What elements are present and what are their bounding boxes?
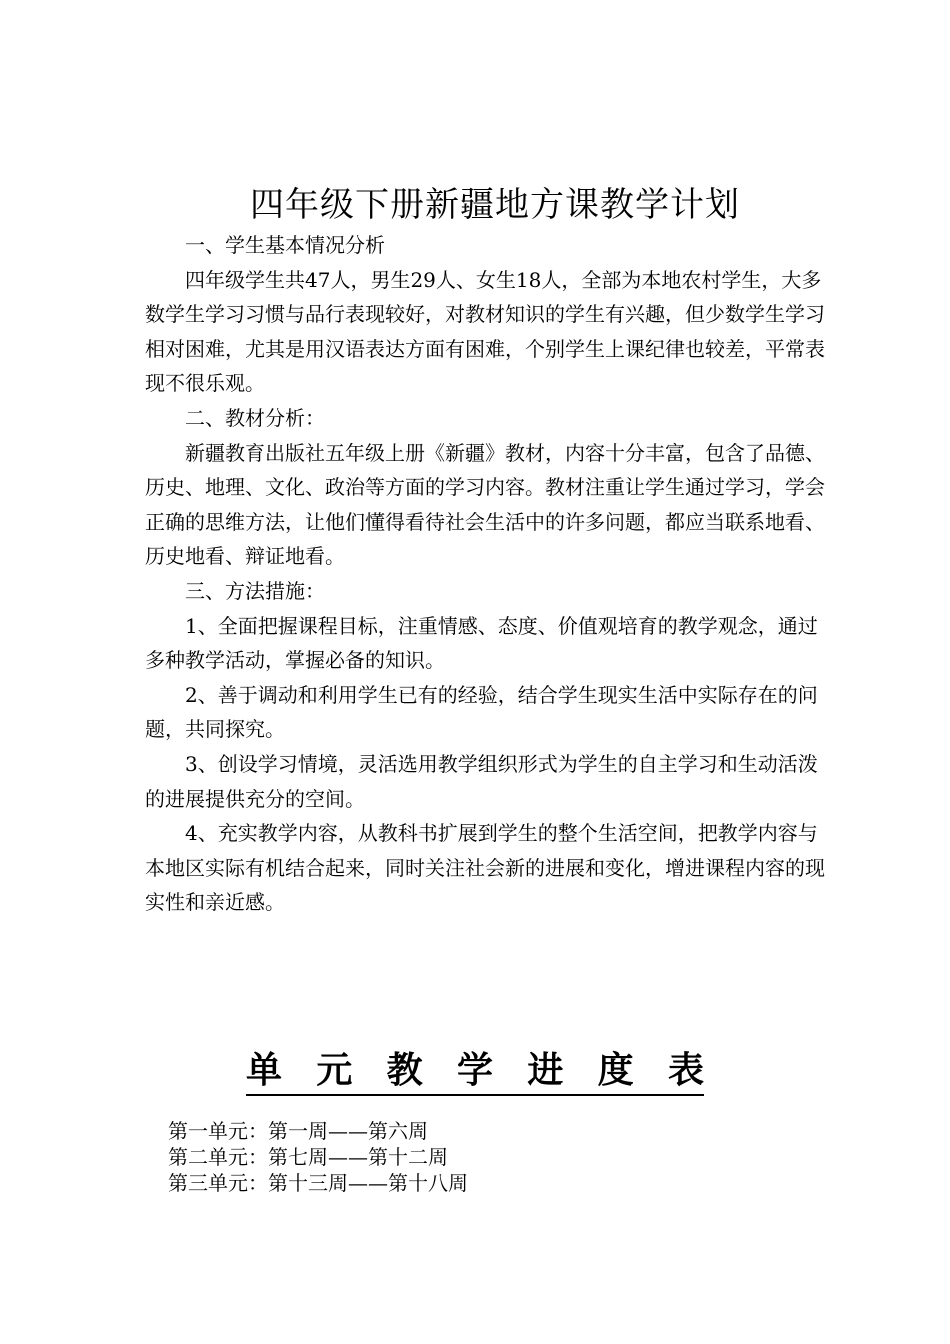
schedule-item: 第三单元：第十三周——第十八周 bbox=[168, 1171, 468, 1195]
schedule-title: 单元教学进度表 bbox=[246, 1046, 704, 1096]
document-title: 四年级下册新疆地方课教学计划 bbox=[250, 185, 740, 225]
paragraph-textbook-analysis: 新疆教育出版社五年级上册《新疆》教材，内容十分丰富，包含了品德、历史、地理、文化、政治等方面的学习内容。教材注重让学生通过学习，学会正确的思维方法，让他们懂得看待社会生活中的许多问题，都应当联系地看、历史地看、辩证地看。 bbox=[145, 440, 825, 569]
section-heading-textbook-analysis: 二、教材分析： bbox=[185, 405, 325, 430]
schedule-item: 第二单元：第七周——第十二周 bbox=[168, 1145, 448, 1169]
section-heading-student-analysis: 一、学生基本情况分析 bbox=[185, 233, 385, 257]
paragraph-method-1: 1、全面把握课程目标，注重情感、态度、价值观培育的教学观念，通过多种教学活动，掌握必备的知识。 bbox=[145, 613, 818, 673]
section-heading-methods: 三、方法措施： bbox=[185, 578, 325, 603]
document-body bbox=[145, 228, 825, 920]
paragraph-method-2: 2、善于调动和利用学生已有的经验，结合学生现实生活中实际存在的问题，共同探究。 bbox=[145, 682, 818, 742]
paragraph-method-3: 3、创设学习情境，灵活选用教学组织形式为学生的自主学习和生动活泼的进展提供充分的空间。 bbox=[145, 751, 818, 811]
paragraph-student-analysis: 四年级学生共47人，男生29人、女生18人，全部为本地农村学生，大多数学生学习习惯与品行表现较好，对教材知识的学生有兴趣，但少数学生学习相对困难，尤其是用汉语表达方面有困难，个别学生上课纪律也较差，平常表现不很乐观。 bbox=[145, 267, 825, 396]
schedule-list bbox=[168, 1118, 468, 1196]
paragraph-method-4: 4、充实教学内容，从教科书扩展到学生的整个生活空间，把教学内容与本地区实际有机结合起来，同时关注社会新的进展和变化，增进课程内容的现实性和亲近感。 bbox=[145, 821, 825, 915]
schedule-item: 第一单元：第一周——第六周 bbox=[168, 1119, 428, 1143]
